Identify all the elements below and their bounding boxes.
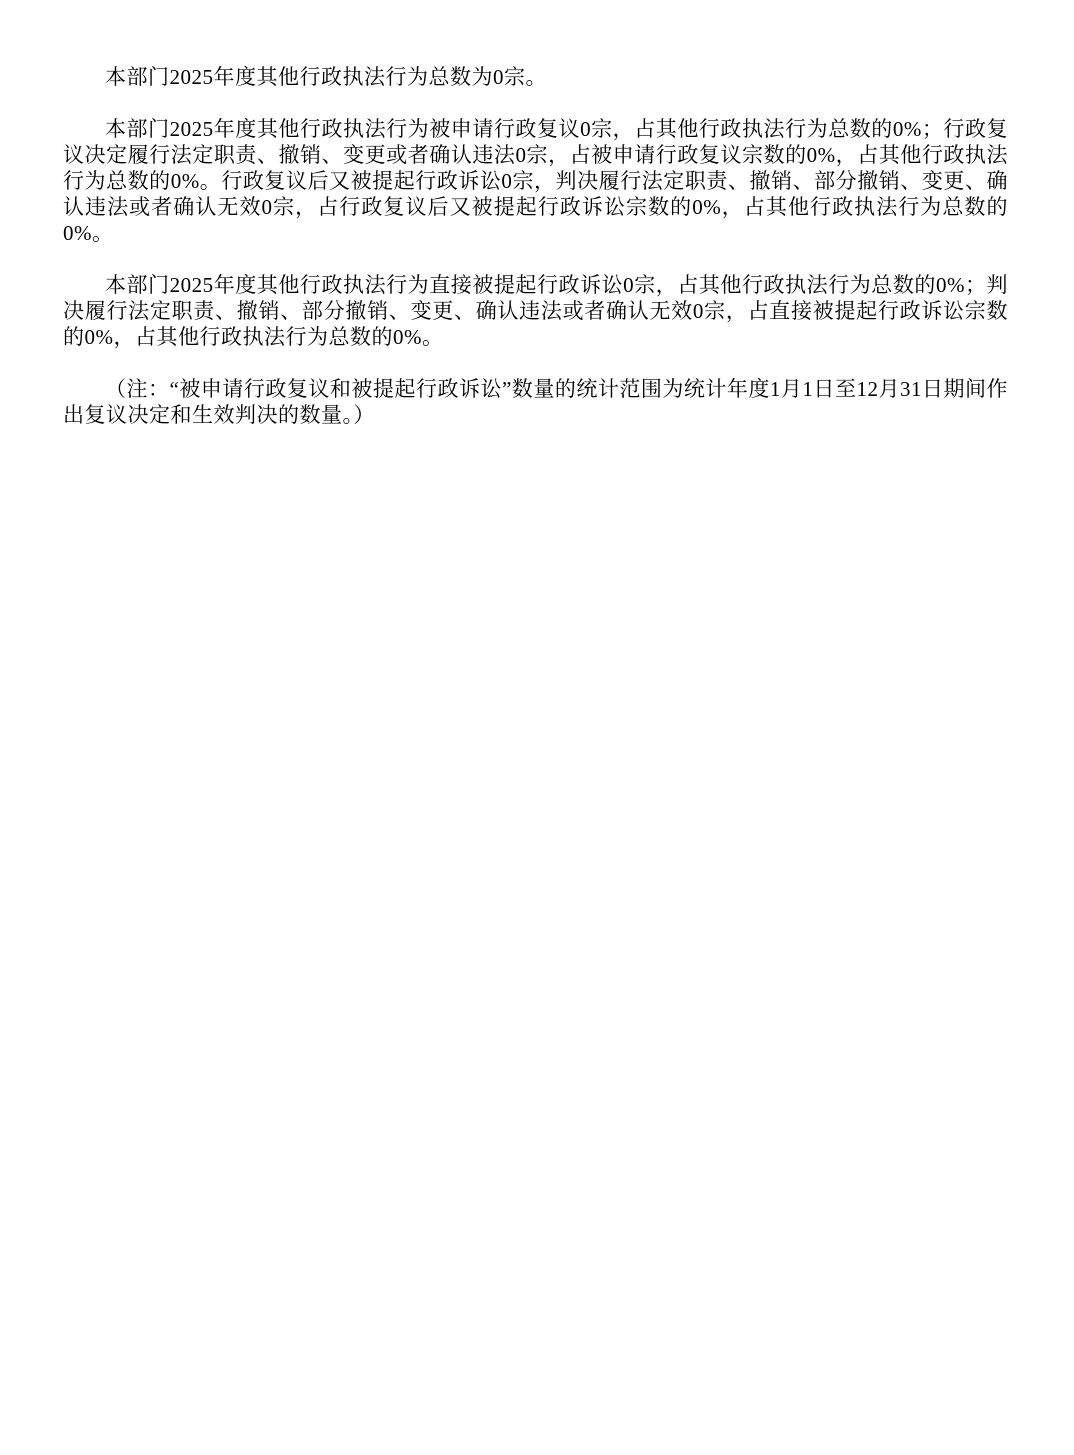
paragraph-total-enforcement-count: 本部门2025年度其他行政执法行为总数为0宗。 (105, 65, 547, 89)
paragraph-administrative-litigation-stats: 本部门2025年度其他行政执法行为直接被提起行政诉讼0宗，占其他行政执法行为总数的0%；判决履行法定职责、撤销、部分撤销、变更、确认违法或者确认无效0宗，占直接被提起行政诉讼宗数的0%，占其他行政执法行为总数的0%。 (63, 273, 1008, 349)
paragraph-administrative-reconsideration-stats: 本部门2025年度其他行政执法行为被申请行政复议0宗，占其他行政执法行为总数的0%；行政复议决定履行法定职责、撤销、变更或者确认违法0宗，占被申请行政复议宗数的0%，占其他行政执法行为总数的0%。行政复议后又被提起行政诉讼0宗，判决履行法定职责、撤销、部分撤销、变更、确认违法或者确认无效0宗，占行政复议后又被提起行政诉讼宗数的0%，占其他行政执法行为总数的0%。 (63, 117, 1008, 245)
paragraph-statistics-note: （注：“被申请行政复议和被提起行政诉讼”数量的统计范围为统计年度1月1日至12月31日期间作出复议决定和生效判决的数量。） (63, 377, 1008, 427)
